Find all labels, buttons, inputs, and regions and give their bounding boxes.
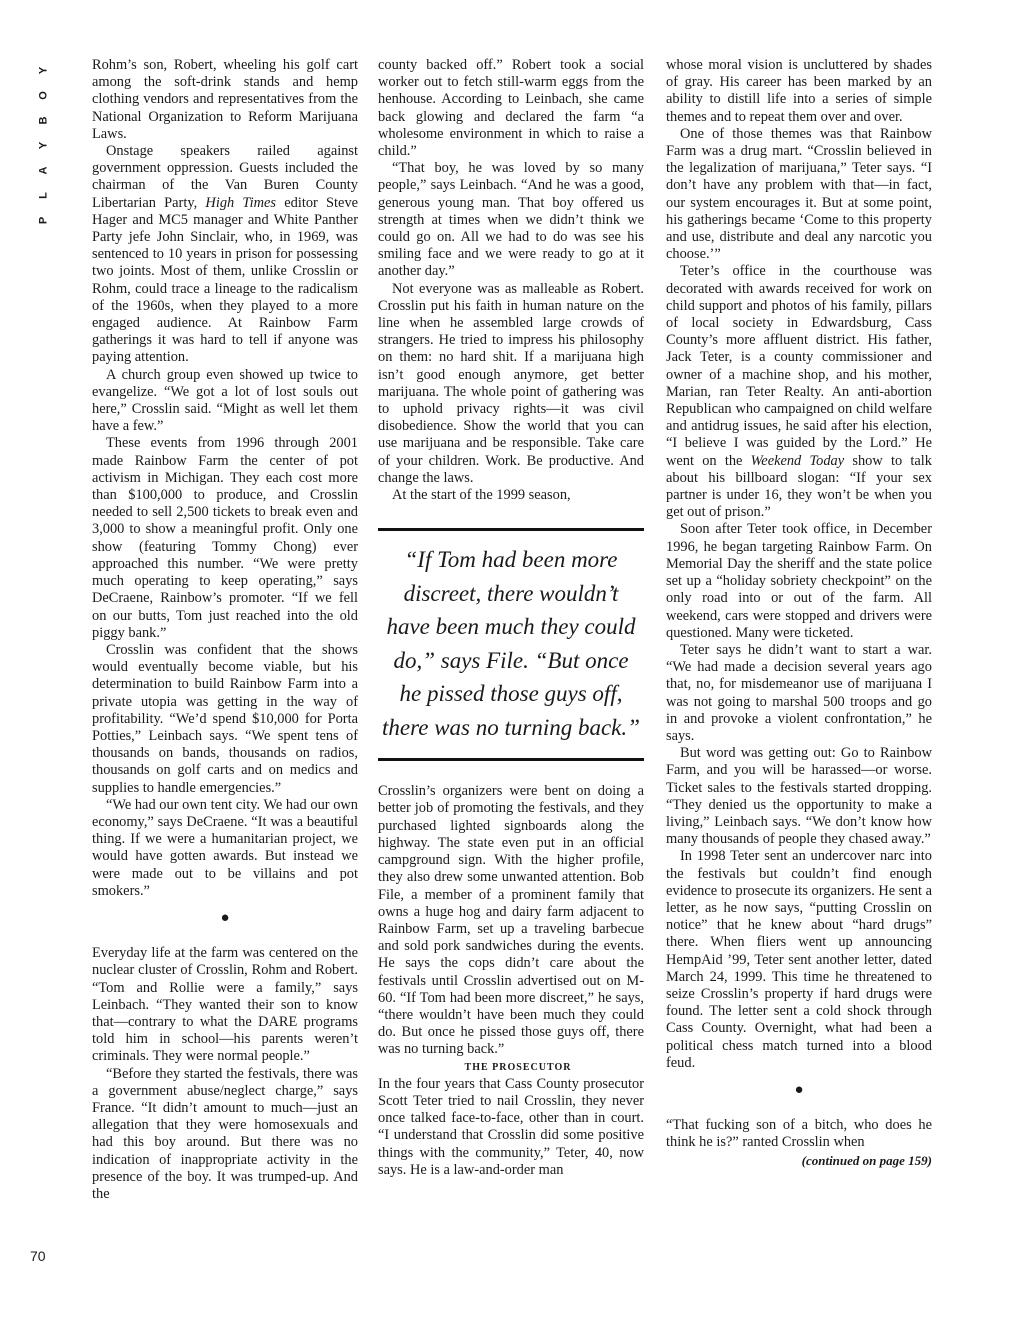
paragraph xyxy=(92,143,358,367)
paragraph: “We had our own tent city. We had our own economy,” says DeCraene. “It was a beautiful thing. If we were a humanitarian project, we would have gotten awards. But instead we were made out to be villains and pot smokers.” xyxy=(92,796,358,899)
paragraph: whose moral vision is uncluttered by shades of gray. His career has been marked by an ability to distill life into a series of simple themes and to repeat them over and over. xyxy=(666,57,932,125)
text-run: editor Steve Hager and MC5 manager and White Panther Party jefe John Sinclair, who, in 1969, was sentenced to 10 years in prison for possessing two joints. Most of them, unlike Crosslin or Rohm, could trace a lineage to the radicalism of the 1960s, when they played to a more engaged audience. At Rainbow Farm gatherings it was hard to tell if anyone was paying attention. xyxy=(92,194,359,366)
paragraph: county backed off.” Robert took a social worker out to fetch still-warm eggs from the henhouse. According to Leinbach, she came back glowing and declared the farm “a wholesome environment in which to raise a child.” xyxy=(378,57,644,160)
paragraph: A church group even showed up twice to evangelize. “We got a lot of lost souls out here,” Crosslin said. “Might as well let them have a few.” xyxy=(92,366,358,435)
paragraph: “Before they started the festivals, there was a government abuse/neglect charge,” says France. “It didn’t amount to much—just an allegation that they were homosexuals and had this boy around. But there was no indication of inappropriate activity in the presence of the boy. It was trumped-up. And the xyxy=(92,1065,358,1202)
paragraph: Crosslin’s organizers were bent on doing a better job of promoting the festivals, and they purchased lighted signboards along the highway. The state even put in an official campground sign. With the higher profile, they also drew some unwanted attention. Bob File, a member of a prominent family that owns a huge hog and dairy farm adjacent to Rainbow Farm, set up a traveling barbecue and sold pork sandwiches during the events. He says the cops didn’t care about the festivals until Crosslin advertised out on M-60. “If Tom had been more discreet,” he says, “there wouldn’t have been much they could do. But once he pissed those guys off, there was no turning back.” xyxy=(378,783,644,1058)
folio-letter: Y xyxy=(37,66,50,75)
folio-letter: A xyxy=(37,166,50,175)
paragraph: In the four years that Cass County prosecutor Scott Teter tried to nail Crosslin, they never once talked face-to-face, other than in court. “I understand that Crosslin did some positive things with the community,” Teter, 40, now says. He is a law-and-order man xyxy=(378,1075,644,1178)
show-title: Weekend Today xyxy=(750,452,845,469)
paragraph: Rohm’s son, Robert, wheeling his golf cart among the soft-drink stands and hemp clothing vendors and representatives from the National Organization to Reform Marijuana Laws. xyxy=(92,57,358,142)
column-1 xyxy=(92,57,358,1203)
section-bullet: ● xyxy=(794,1081,804,1098)
paragraph: Teter says he didn’t want to start a war. “We had made a decision several years ago that, no, for misdemeanor use of marijuana I was not going to marshal 500 troops and go in and provoke a violent confrontation,” he says. xyxy=(666,641,932,744)
paragraph: But word was getting out: Go to Rainbow Farm, and you will be harassed—or worse. Ticket sales to the festivals started dropping. “They denied us the opportunity to make a living,” Leinbach says. “We don’t know how many thousands of people they chased away.” xyxy=(666,745,932,848)
paragraph: “That fucking son of a bitch, who does he think he is?” ranted Crosslin when xyxy=(666,1117,932,1151)
text-run: Onstage speakers railed against government oppression. Guests included the chairman of the Van Buren County Libertarian Party, xyxy=(92,143,358,211)
continued-line: (continued on page 159) xyxy=(801,1152,932,1168)
paragraph: These events from 1996 through 2001 made Rainbow Farm the center of pot activism in Michigan. They each cost more than $100,000 to produce, and Crosslin needed to sell 2,500 tickets to break even and 3,000 to show a meaningful profit. Only one show (featuring Tommy Chong) ever approached this number. “We were pretty much operating to keep operating,” says DeCraene, Rainbow’s promoter. “If we fell on our butts, Tom just reached into the old piggy bank.” xyxy=(92,435,358,641)
paragraph: One of those themes was that Rainbow Farm was a drug mart. “Crosslin believed in the legalization of marijuana,” Teter says. “I don’t have any problem with that—in fact, our system encourages it. But at some point, his gatherings became ‘Come to this property and use, distribute and deal any narcotic you choose.’” xyxy=(666,125,932,263)
paragraph: Everyday life at the farm was centered on the nuclear cluster of Crosslin, Rohm and Robert. “Tom and Rollie were a family,” says Leinbach. “They wanted their son to know that—contrary to what the DARE programs told him in school—his parents weren’t criminals. They were normal people.” xyxy=(92,945,358,1065)
text-run: show to talk about his billboard slogan: “If your sex partner is under 16, they won’t be when you get out of prison.” xyxy=(666,452,932,521)
folio-letter: B xyxy=(37,116,50,125)
text-run: Teter’s office in the courthouse was decorated with awards received for work on child support and photos of his family, pillars of local society in Edwardsburg, Cass County’s more affluent district. His father, Jack Teter, is a county commissioner and owner of a machine shop, and his mother, Marian, ran Teter Realty. An anti-abortion Republican who campaigned on child welfare and antidrug issues, he said after his election, “I believe I was guided by the Lord.” He went on the xyxy=(666,263,932,469)
paragraph: “That boy, he was loved by so many people,” says Leinbach. “And he was a good, generous young man. That boy offered us strength at times when we didn’t think we could go on. All we had to do was see his smiling face and we were ready to go at it another day.” xyxy=(378,160,644,280)
folio-letter: Y xyxy=(37,141,50,150)
folio-letter: L xyxy=(37,192,50,199)
paragraph: In 1998 Teter sent an undercover narc into the festivals but couldn’t find enough evidence to prosecute its organizers. He sent a letter, as he now says, “putting Crosslin on notice” that he knew about “hard drugs” there. When fliers went up announcing HempAid ’99, Teter sent another letter, dated March 24, 1999. This time he threatened to seize Crosslin’s property if hard drugs were found. The letter sent a cold shock through Cass County. Overnight, what had been a political chess match turned into a blood feud. xyxy=(666,848,932,1071)
paragraph: Crosslin was confident that the shows would eventually become viable, but his determination to build Rainbow Farm into a private utopia was getting in the way of profitability. “We’d spend $10,000 for Porta Potties,” Leinbach says. “We spent tens of thousands on bands, thousands on radios, thousands on golf carts and on medics and supplies to handle emergencies.” xyxy=(92,641,358,796)
folio-letter: P xyxy=(37,216,50,225)
column-2 xyxy=(378,57,644,1179)
column-3 xyxy=(666,57,932,1169)
section-subhead: THE PROSECUTOR xyxy=(464,1061,572,1073)
paragraph: Not everyone was as malleable as Robert. Crosslin put his faith in human nature on the line when he assembled large crowds of strangers. He tried to impress his philosophy on them: no hard shit. If a marijuana high isn’t good enough anymore, get better marijuana. The whole point of gathering was to uphold privacy rights—it was civil disobedience. Show the world that you can use marijuana and be responsible. Take care of your children. Work. Be productive. And change the laws. xyxy=(378,280,644,486)
paragraph: At the start of the 1999 season, xyxy=(392,487,571,504)
page-number: 70 xyxy=(30,1248,46,1264)
paragraph: Soon after Teter took office, in December 1996, he began targeting Rainbow Farm. On Memorial Day the sheriff and the state police set up a “holiday sobriety checkpoint” on the only road into or out of the farm. All weekend, cars were stopped and drivers were questioned. Many were ticketed. xyxy=(666,521,932,641)
publication-title: High Times xyxy=(205,194,277,211)
pull-quote: “If Tom had been more discreet, there wouldn’t have been much they could do,” says File. “But once he pissed those guys off, there was no turning back.” xyxy=(378,528,644,761)
magazine-name-vertical xyxy=(36,58,52,233)
folio-letter: O xyxy=(37,91,50,100)
paragraph xyxy=(666,263,932,521)
section-bullet: ● xyxy=(220,909,230,926)
